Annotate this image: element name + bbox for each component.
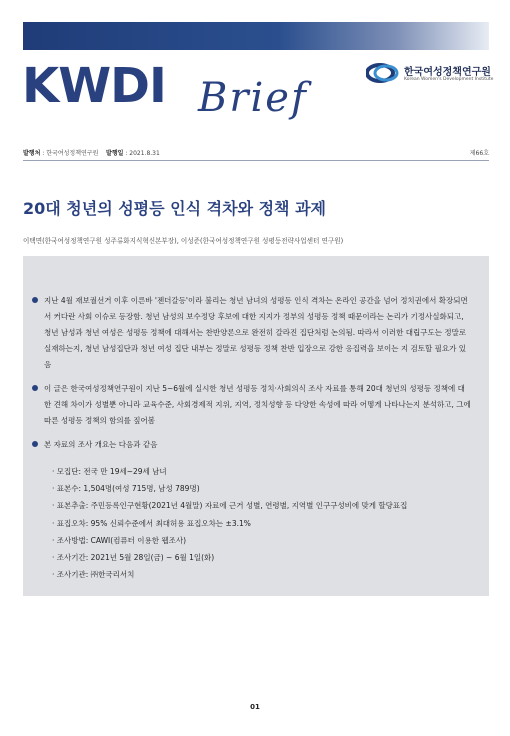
kwdi-logo: KWDI (22, 58, 166, 114)
org-name-english: Korean Women's Development Institute (404, 77, 494, 82)
publisher: 한국여성정책연구원 (46, 150, 99, 157)
header-divider (23, 160, 489, 161)
publication-meta: 발행처 : 한국여성정책연구원 발행일 : 2021.8.31 제66호 (23, 150, 489, 157)
summary-paragraph: 본 자료의 조사 개요는 다음과 같음 (44, 437, 472, 453)
summary-paragraph: 이 글은 한국여성정책연구원이 지난 5~6월에 실시한 청년 성평등 정치·사회의식 조사 자료를 통해 20대 청년의 성평등 정책에 대한 견해 차이가 성별뿐 아니라 교육수준, 사회경제적 지위, 지역, 정치성향 등 다양한 속성에 따라 어떻게 나타나는지 분석하고, 그에 따른 성평등 정책의 함의를 짚어봄 (44, 381, 472, 429)
list-item: · 표본수: 1,504명(여성 715명, 남성 789명) (52, 484, 200, 494)
list-item: · 조사기관: ㈜한국리서치 (52, 570, 135, 580)
brief-logo: Brief (198, 75, 308, 121)
page-title: 20대 청년의 성평등 인식 격차와 정책 과제 (23, 199, 326, 218)
issue-number: 제66호 (469, 150, 489, 157)
list-item: · 표집오차: 95% 신뢰수준에서 최대허용 표집오차는 ±3.1% (52, 518, 251, 528)
survey-overview-list (52, 463, 472, 583)
list-item: · 조사방법: CAWI(컴퓨터 이용한 웹조사) (52, 535, 187, 545)
org-emblem-icon (366, 63, 400, 83)
summary-paragraph: 지난 4월 재보궐선거 이후 이른바 '젠더갈등'이라 불리는 청년 남녀의 성평등 인식 격차는 온라인 공간을 넘어 정치권에서 확장되면서 커다란 사회 이슈로 등장함. 청년 남성의 보수정당 후보에 대한 지지가 정부의 성평등 정책 때문이라는 논리가 기정사실화되고, 청년 남성과 청년 여성은 성평등 정책에 대해서는 찬반양론으로 완전히 갈라진 집단처럼 논의됨. 따라서 이러한 대립구도는 정말로 실재하는지, 청년 남성집단과 청년 여성 집단 내부는 정말로 성평등 정책 찬반 입장으로 강한 응집력을 보이는 지 검토할 필요가 있음 (44, 293, 472, 373)
publisher-label: 발행처 (23, 150, 41, 157)
page-number: 01 (250, 703, 260, 711)
publish-date: 2021.8.31 (129, 150, 160, 157)
date-label: 발행일 (106, 150, 124, 157)
bullet-icon (32, 385, 38, 391)
bullet-icon (32, 441, 38, 447)
header-banner (23, 22, 489, 50)
bullet-icon (32, 297, 38, 303)
authors: 이택면(한국여성정책연구원 성주류화지식혁신본부장), 이성준(한국여성정책연구원 성평등전략사업센터 연구원) (23, 237, 344, 245)
list-item: · 표본추출: 주민등록인구현황(2021년 4월말) 자료에 근거 성별, 연령별, 지역별 인구구성비에 맞게 할당표집 (52, 501, 408, 511)
list-item: · 모집단: 전국 만 19세~29세 남녀 (52, 467, 167, 476)
list-item: · 조사기간: 2021년 5월 28일(금) ~ 6월 1일(화) (52, 553, 215, 563)
org-name: 한국여성정책연구원 (404, 67, 491, 78)
